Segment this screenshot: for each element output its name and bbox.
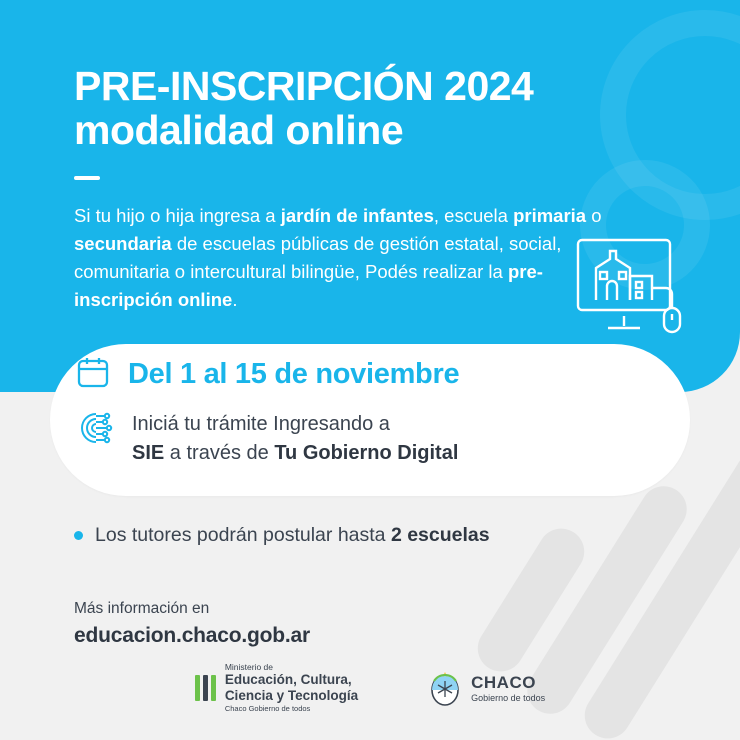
ministry-bars-icon (195, 675, 216, 701)
emphasis-text: jardín de infantes (280, 205, 434, 226)
ministry-line-4: Chaco Gobierno de todos (224, 704, 311, 714)
plain-text: . (232, 289, 238, 311)
plain-text: Los tutores podrán postular hasta (95, 524, 391, 546)
province-name: CHACO (471, 673, 536, 693)
website-link[interactable]: educacion.chaco.gob.ar (74, 623, 310, 647)
date-row (76, 355, 459, 394)
fingerprint-circuit-icon (76, 408, 114, 453)
plain-text: a través de (164, 442, 275, 464)
plain-text: Iniciá tu trámite Ingresando a (132, 413, 390, 435)
more-info-block (74, 598, 310, 648)
page-title (74, 64, 674, 180)
title-divider (74, 176, 100, 180)
emphasis-text: secundaria (74, 233, 172, 255)
title-line-1: PRE-INSCRIPCIÓN 2024 (74, 63, 534, 109)
date-label: Del 1 al 15 de noviembre (128, 358, 460, 390)
calendar-icon (76, 355, 110, 394)
ministry-line-3: Ciencia y Tecnología (224, 688, 359, 704)
more-info-label: Más información en (74, 600, 210, 617)
bullet-text (95, 524, 490, 547)
emphasis-text: primaria (513, 205, 587, 226)
province-logo (428, 669, 545, 707)
bullet-item (74, 524, 490, 547)
ministry-line-2: Educación, Cultura, (224, 672, 352, 688)
plain-text: o (586, 205, 602, 226)
ministry-line-1: Ministerio de (224, 662, 273, 673)
plain-text: Si tu hijo o hija ingresa a (74, 205, 281, 226)
emphasis-text: SIE (132, 442, 165, 464)
coat-of-arms-icon (428, 669, 462, 707)
province-tagline: Gobierno de todos (471, 692, 546, 703)
plain-text: , escuela (433, 205, 514, 226)
emphasis-text: Tu Gobierno Digital (274, 442, 459, 464)
bullet-dot-icon (74, 531, 83, 540)
emphasis-text: pre-inscripción online (74, 261, 543, 311)
instruction-row (76, 408, 458, 468)
ministry-logo (195, 662, 358, 714)
school-building-monitor-icon (562, 234, 694, 344)
footer-logos (0, 662, 740, 714)
plain-text: de escuelas públicas de gestión estatal, social, comunitaria o intercultural bilingüe, Podés realizar la (74, 233, 562, 283)
intro-paragraph (74, 202, 619, 314)
instruction-text (132, 408, 458, 468)
emphasis-text: 2 escuelas (390, 524, 490, 546)
title-line-2: modalidad online (74, 107, 404, 154)
